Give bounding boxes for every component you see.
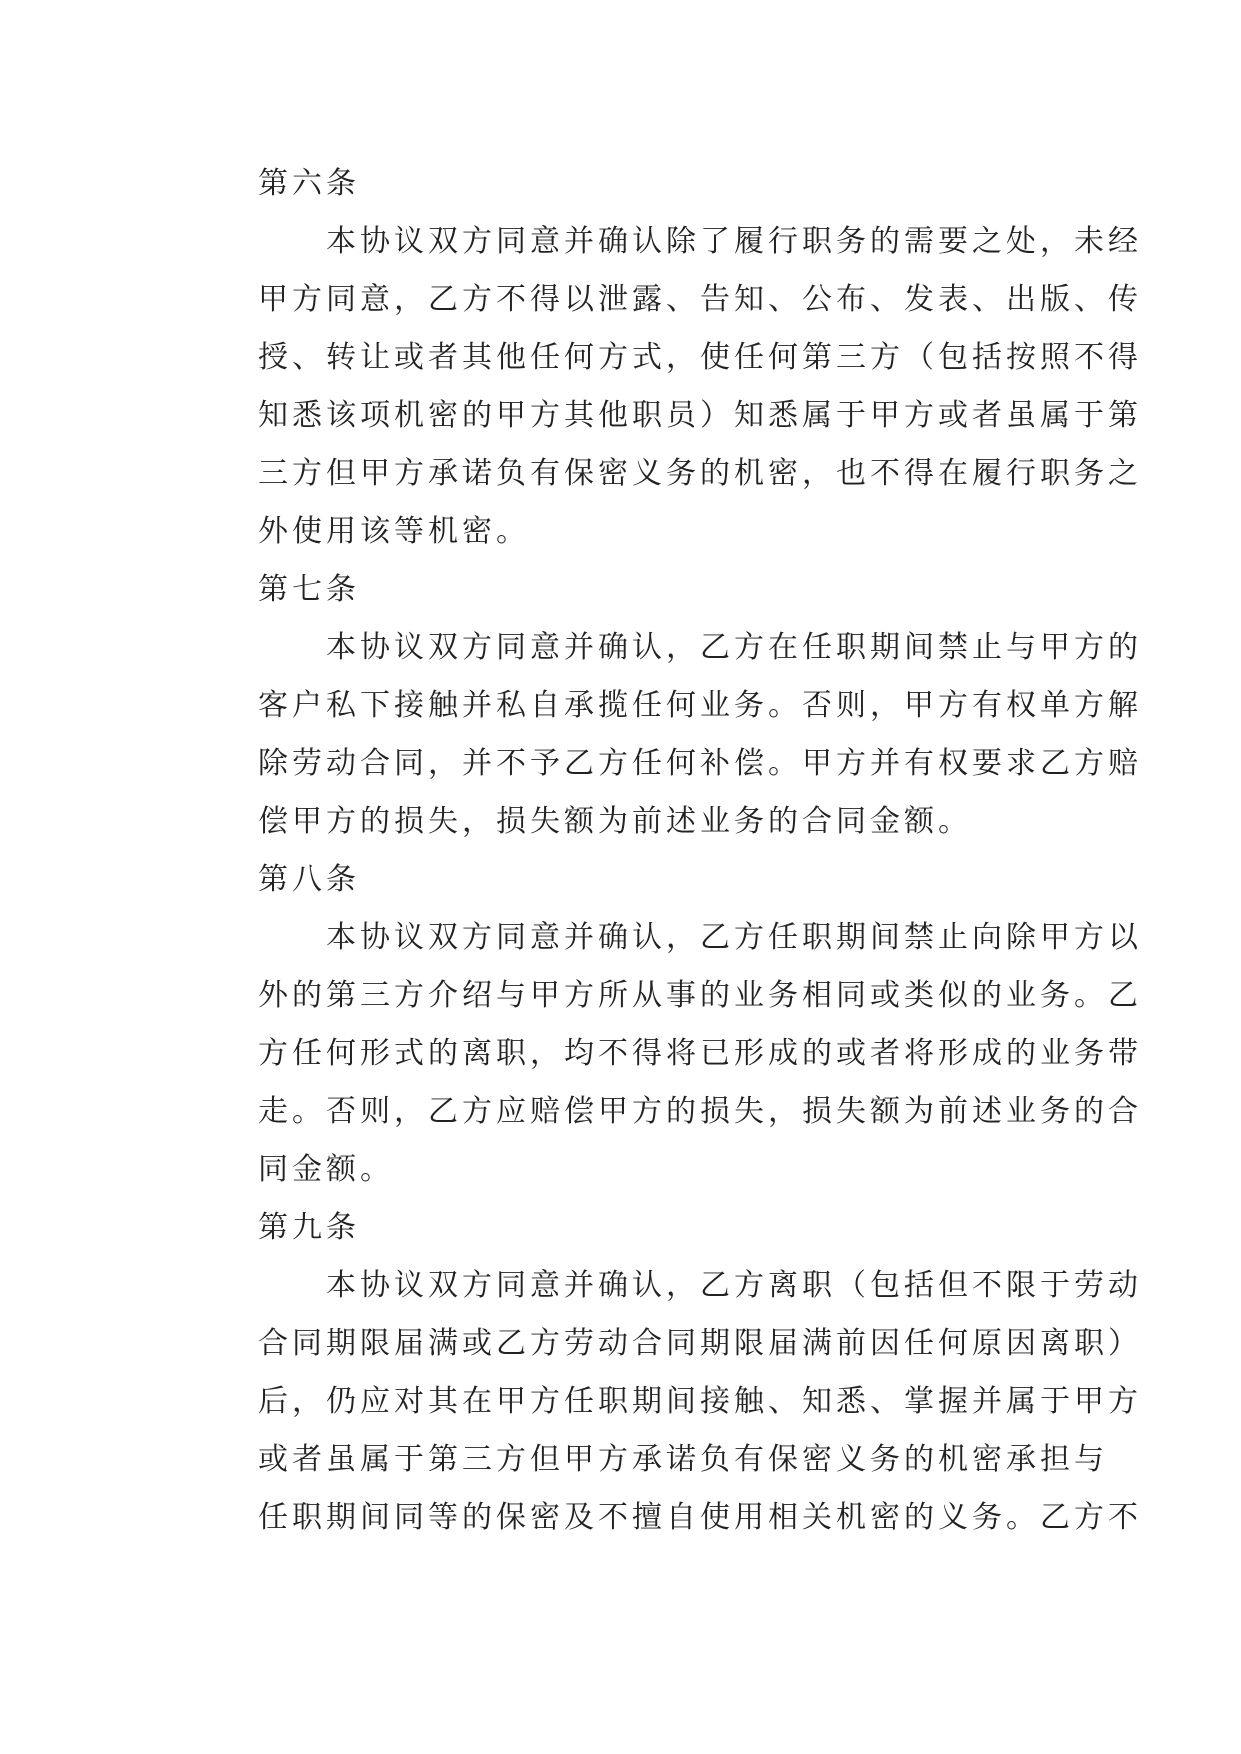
- article-paragraph: [190, 619, 1142, 851]
- paragraph-line: 外使用该等机密。: [258, 514, 530, 549]
- paragraph-line: 后，仍应对其在甲方任职期间接触、知悉、掌握并属于甲方: [258, 1384, 1142, 1419]
- article-8: [190, 851, 1142, 1199]
- paragraph-line: 方任何形式的离职，均不得将已形成的或者将形成的业务带: [258, 1036, 1142, 1071]
- paragraph-line: 除劳动合同，并不予乙方任何补偿。甲方并有权要求乙方赔: [258, 746, 1142, 781]
- article-9: [190, 1199, 1142, 1547]
- paragraph-line: 任职期间同等的保密及不擅自使用相关机密的义务。乙方不: [258, 1500, 1142, 1535]
- paragraph-line: 本协议双方同意并确认，乙方任职期间禁止向除甲方以: [326, 920, 1142, 955]
- paragraph-line: 偿甲方的损失，损失额为前述业务的合同金额。: [258, 804, 972, 839]
- article-heading: 第九条: [258, 1210, 360, 1245]
- paragraph-line: 外的第三方介绍与甲方所从事的业务相同或类似的业务。乙: [258, 978, 1142, 1013]
- paragraph-line: 本协议双方同意并确认，乙方在任职期间禁止与甲方的: [326, 630, 1142, 665]
- paragraph-line: 同金额。: [258, 1152, 394, 1187]
- paragraph-line: 本协议双方同意并确认除了履行职务的需要之处，未经: [326, 224, 1142, 259]
- paragraph-line: 授、转让或者其他任何方式，使任何第三方（包括按照不得: [258, 340, 1142, 375]
- paragraph-line: 客户私下接触并私自承揽任何业务。否则，甲方有权单方解: [258, 688, 1142, 723]
- document-body: [190, 155, 1142, 1547]
- article-paragraph: [190, 213, 1142, 561]
- article-heading: 第七条: [258, 572, 360, 607]
- paragraph-line: 本协议双方同意并确认，乙方离职（包括但不限于劳动: [326, 1268, 1142, 1303]
- paragraph-line: 知悉该项机密的甲方其他职员）知悉属于甲方或者虽属于第: [258, 398, 1142, 433]
- paragraph-line: 走。否则，乙方应赔偿甲方的损失，损失额为前述业务的合: [258, 1094, 1142, 1129]
- article-heading: 第八条: [258, 862, 360, 897]
- article-heading: 第六条: [258, 166, 360, 201]
- paragraph-line: 合同期限届满或乙方劳动合同期限届满前因任何原因离职）: [258, 1326, 1142, 1361]
- paragraph-line: 三方但甲方承诺负有保密义务的机密，也不得在履行职务之: [258, 456, 1142, 491]
- paragraph-line: 甲方同意，乙方不得以泄露、告知、公布、发表、出版、传: [258, 282, 1142, 317]
- paragraph-line: 或者虽属于第三方但甲方承诺负有保密义务的机密承担与: [258, 1442, 1108, 1477]
- article-paragraph: [190, 1257, 1142, 1547]
- article-7: [190, 561, 1142, 851]
- article-paragraph: [190, 909, 1142, 1199]
- article-6: [190, 155, 1142, 561]
